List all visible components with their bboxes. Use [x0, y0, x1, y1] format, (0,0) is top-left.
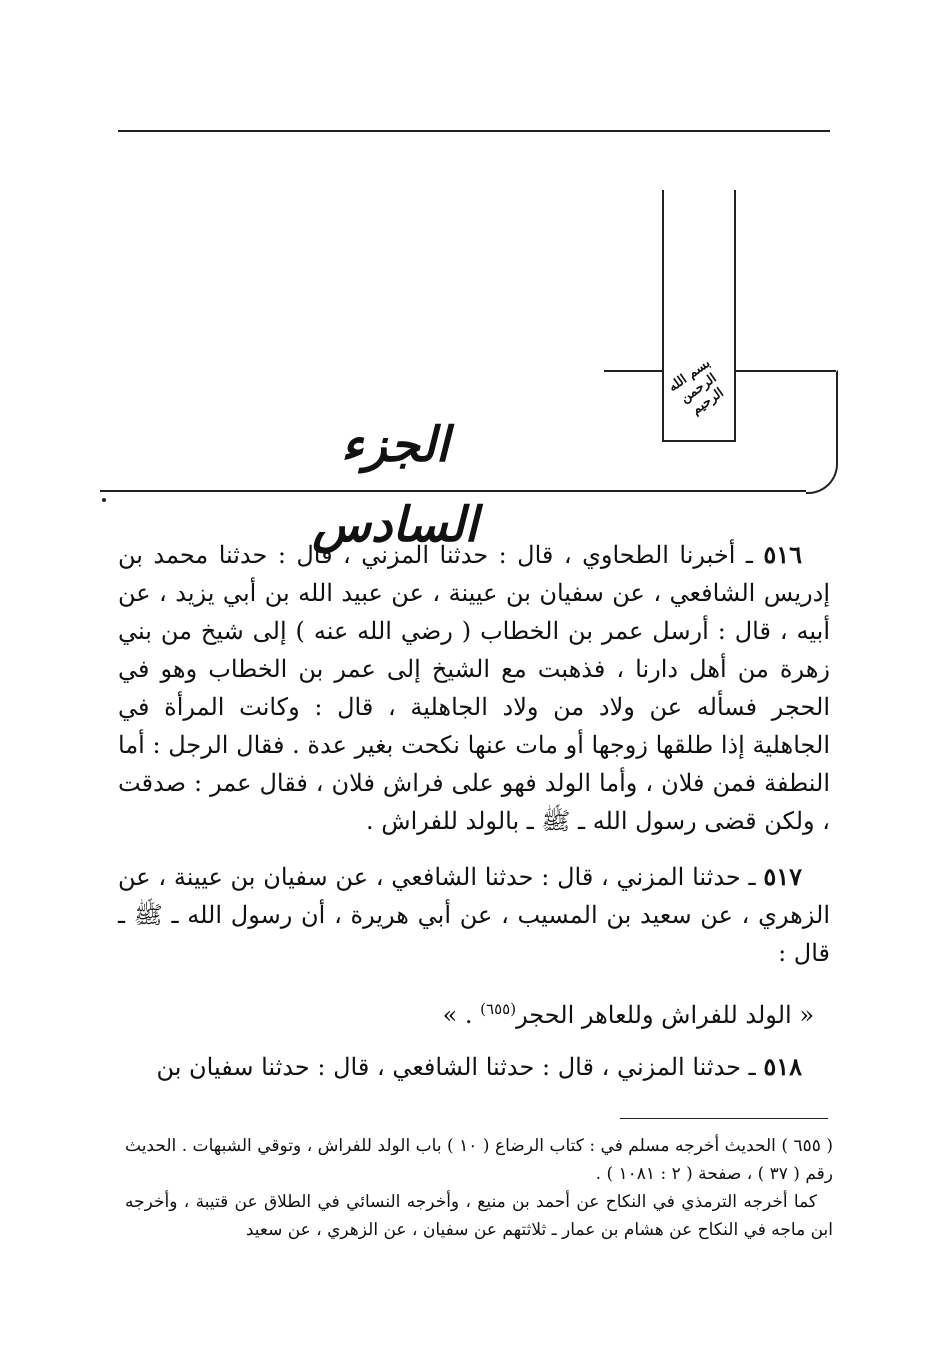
quote-end: . »	[442, 1001, 473, 1029]
main-text	[118, 536, 830, 1104]
hadith-517	[118, 858, 830, 972]
hadith-number: ٥١٨	[763, 1052, 802, 1081]
header-frame-corner	[806, 370, 838, 494]
frame-ornament-dot	[102, 498, 106, 502]
hadith-text: ـ حدثنا المزني ، قال : حدثنا الشافعي ، قال : حدثنا سفيان بن	[156, 1053, 756, 1081]
top-rule	[118, 130, 830, 132]
hadith-number: ٥١٧	[763, 862, 802, 891]
hadith-quote	[118, 990, 830, 1034]
hadith-number: ٥١٦	[763, 540, 802, 569]
hadith-text: ـ حدثنا المزني ، قال : حدثنا الشافعي ، عن سفيان بن عيينة ، عن الزهري ، عن سعيد بن المسيب ، عن أبي هريرة ، أن رسول الله ـ ﷺ ـ قال :	[118, 863, 830, 967]
basmala-calligraphy	[665, 345, 728, 433]
footnotes	[125, 1132, 833, 1244]
quote-text: « الولد للفراش وللعاهر الحجر	[516, 1001, 814, 1029]
hadith-516	[118, 536, 830, 840]
footnote-continuation: كما أخرجه الترمذي في النكاح عن أحمد بن منيع ، وأخرجه النسائي في الطلاق عن قتيبة ، وأخرجه ابن ماجه في النكاح عن هشام بن عمار ـ ثلاثتهم عن سفيان ، عن الزهري ، عن سعيد	[125, 1192, 833, 1240]
hadith-text: ـ أخبرنا الطحاوي ، قال : حدثنا المزني ، قال : حدثنا محمد بن إدريس الشافعي ، عن سفيان بن عيينة ، عن عبيد الله بن أبي يزيد ، عن أبيه ، قال : أرسل عمر بن الخطاب ( رضي الله عنه ) إلى شيخ من بني زهرة من أهل دارنا ، فذهبت مع الشيخ إلى عمر بن الخطاب وهو في الحجر فسأله عن ولاد من ولاد الجاهلية ، قال : وكانت المرأة في الجاهلية إذا طلقها زوجها أو مات عنها نكحت بغير عدة . فقال الرجل : أما النطفة فمن فلان ، وأما الولد فهو على فراش فلان ، فقال عمر : صدقت ، ولكن قضى رسول الله ـ ﷺ ـ بالولد للفراش .	[118, 541, 830, 835]
hadith-518	[118, 1048, 830, 1086]
footnote-ref: (٦٥٥)	[480, 1000, 517, 1018]
basmala-text: بسم الله الرحمن الرحيم	[665, 355, 727, 418]
footnote-655: ( ٦٥٥ ) الحديث أخرجه مسلم في : كتاب الرضاع ( ١٠ ) باب الولد للفراش ، وتوقي الشبهات . الحديث رقم ( ٣٧ ) ، صفحة ( ٢ : ١٠٨١ ) .	[125, 1136, 833, 1184]
footnote-rule	[620, 1118, 828, 1119]
chapter-title: الجزء السادس	[312, 417, 478, 553]
